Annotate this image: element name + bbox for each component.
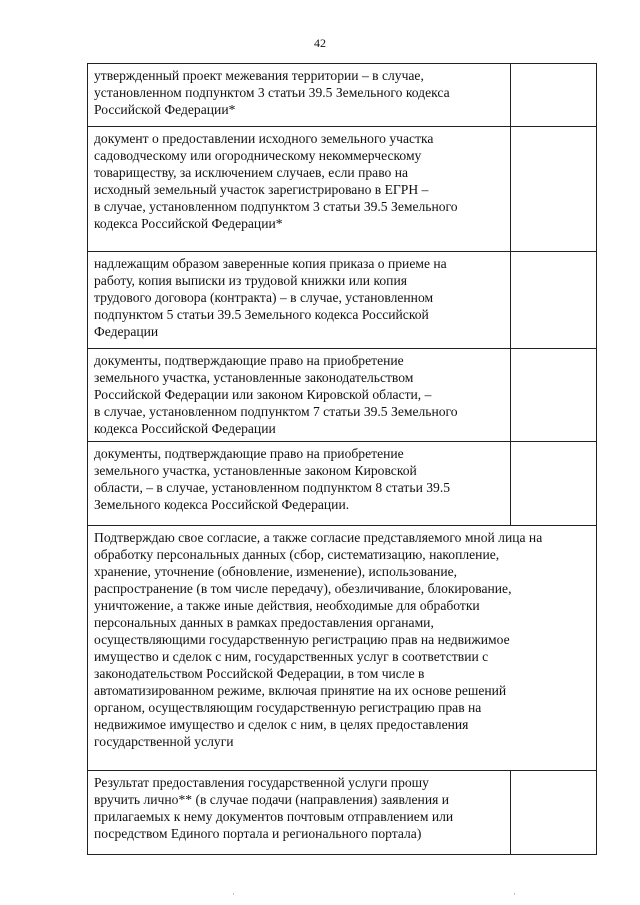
document-description-cell (88, 771, 511, 855)
document-description-cell (88, 349, 511, 442)
text-line: области, – в случае, установленном подпунктом 8 статьи 39.5 (94, 480, 451, 495)
checkbox-cell[interactable] (511, 442, 597, 526)
text-line: хранение, уточнение (обновление, изменение), использование, (94, 564, 458, 579)
text-line: законодательством Российской Федерации, в том числе в (94, 666, 425, 681)
text-line: имущество и сделок с ним, государственных услуг в соответствии с (94, 649, 489, 664)
document-description-cell (88, 64, 511, 127)
text-line: распространение (в том числе передачу), обезличивание, блокирование, (94, 581, 512, 596)
text-line: Российской Федерации или законом Кировской области, – (94, 387, 432, 402)
table-row (88, 526, 597, 771)
text-line: кодекса Российской Федерации* (94, 216, 283, 231)
text-line: прилагаемых к нему документов почтовым отправлением или (94, 809, 454, 824)
text-line: земельного участка, установленные законом Кировской (94, 463, 417, 478)
text-line: документ о предоставлении исходного земельного участка (94, 131, 434, 146)
text-line: в случае, установленном подпунктом 7 статьи 39.5 Земельного (94, 404, 458, 419)
scan-artifact-mark: · (232, 889, 235, 899)
checkbox-cell[interactable] (511, 252, 597, 349)
text-line: государственной услуги (94, 734, 234, 749)
text-line: уничтожение, а также иные действия, необходимые для обработки (94, 598, 480, 613)
text-line: автоматизированном режиме, включая принятие на их основе решений (94, 683, 507, 698)
text-line: вручить лично** (в случае подачи (направления) заявления и (94, 792, 450, 807)
text-line: документы, подтверждающие право на приобретение (94, 353, 404, 368)
text-line: посредством Единого портала и регионального портала) (94, 826, 422, 841)
text-line: в случае, установленном подпунктом 3 статьи 39.5 Земельного (94, 199, 458, 214)
text-line: утвержденный проект межевания территории – в случае, (94, 68, 424, 83)
checkbox-cell[interactable] (511, 349, 597, 442)
page-number: 42 (314, 36, 326, 50)
document-description-cell (88, 127, 511, 252)
text-line: документы, подтверждающие право на приобретение (94, 446, 404, 461)
text-line: кодекса Российской Федерации (94, 421, 276, 436)
text-line: Результат предоставления государственной услуги прошу (94, 775, 429, 790)
text-line: осуществляющими государственную регистрацию прав на недвижимое (94, 632, 510, 647)
text-line: Земельного кодекса Российской Федерации. (94, 497, 350, 512)
text-line: подпунктом 5 статьи 39.5 Земельного кодекса Российской (94, 307, 429, 322)
text-line: Российской Федерации* (94, 102, 236, 117)
table-row (88, 64, 597, 127)
text-line: товариществу, за исключением случаев, если право на (94, 165, 409, 180)
table-row (88, 771, 597, 855)
table-row (88, 127, 597, 252)
text-line: работу, копия выписки из трудовой книжки или копия (94, 273, 407, 288)
table-row (88, 442, 597, 526)
scan-artifact-mark: · (513, 889, 516, 899)
consent-statement-cell (88, 526, 597, 771)
application-table (87, 63, 597, 855)
table-row (88, 349, 597, 442)
document-description-cell (88, 442, 511, 526)
text-line: Подтверждаю свое согласие, а также согласие представляемого мной лица на (94, 530, 543, 545)
text-line: персональных данных в рамках предоставления органами, (94, 615, 434, 630)
text-line: исходный земельный участок зарегистрировано в ЕГРН – (94, 182, 429, 197)
text-line: трудового договора (контракта) – в случае, установленном (94, 290, 434, 305)
text-line: садоводческому или огородническому некоммерческому (94, 148, 422, 163)
text-line: органом, осуществляющим государственную регистрацию прав на (94, 700, 482, 715)
text-line: земельного участка, установленные законодательством (94, 370, 414, 385)
document-description-cell (88, 252, 511, 349)
text-line: обработку персональных данных (сбор, систематизацию, накопление, (94, 547, 500, 562)
checkbox-cell[interactable] (511, 64, 597, 127)
checkbox-cell[interactable] (511, 771, 597, 855)
table-row (88, 252, 597, 349)
text-line: надлежащим образом заверенные копия приказа о приеме на (94, 256, 447, 271)
text-line: недвижимое имущество и сделок с ним, в целях предоставления (94, 717, 469, 732)
text-line: установленном подпунктом 3 статьи 39.5 Земельного кодекса (94, 85, 450, 100)
checkbox-cell[interactable] (511, 127, 597, 252)
text-line: Федерации (94, 324, 159, 339)
